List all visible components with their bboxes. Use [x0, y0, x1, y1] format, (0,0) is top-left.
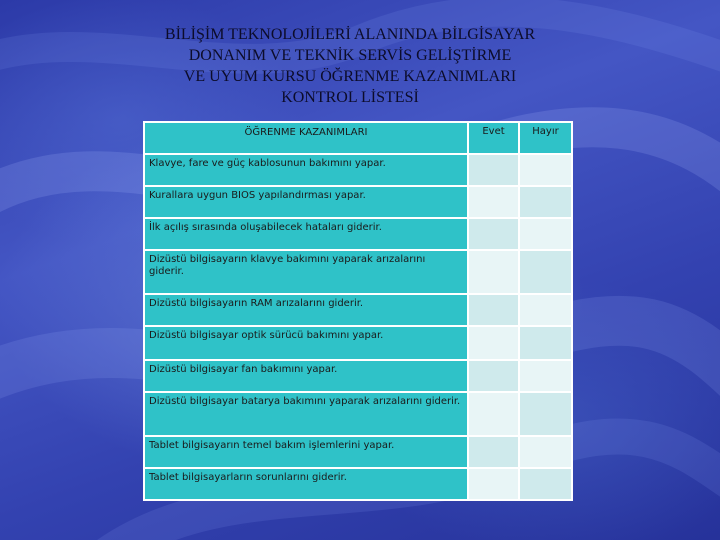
- outcome-cell: Dizüstü bilgisayarın klavye bakımını yaparak arızalarını giderir.: [145, 251, 467, 293]
- table-row: [145, 437, 571, 467]
- yes-check-cell[interactable]: [469, 295, 518, 325]
- table-header-row: [145, 123, 571, 153]
- no-header: Hayır: [520, 123, 571, 153]
- outcome-cell: Dizüstü bilgisayar batarya bakımını yaparak arızalarını giderir.: [145, 393, 467, 435]
- table-row: [145, 393, 571, 435]
- table-row: [145, 327, 571, 359]
- yes-check-cell[interactable]: [469, 469, 518, 499]
- no-check-cell[interactable]: [520, 155, 571, 185]
- yes-check-cell[interactable]: [469, 393, 518, 435]
- yes-check-cell[interactable]: [469, 155, 518, 185]
- outcome-cell: Dizüstü bilgisayar optik sürücü bakımını yapar.: [145, 327, 467, 359]
- outcome-cell: Tablet bilgisayarların sorunlarını giderir.: [145, 469, 467, 499]
- table-row: [145, 155, 571, 185]
- table-row: [145, 469, 571, 499]
- table-row: [145, 219, 571, 249]
- no-check-cell[interactable]: [520, 393, 571, 435]
- title-line: KONTROL LİSTESİ: [281, 89, 419, 106]
- page-title: [100, 24, 600, 108]
- outcome-cell: İlk açılış sırasında oluşabilecek hataları giderir.: [145, 219, 467, 249]
- no-check-cell[interactable]: [520, 187, 571, 217]
- outcome-cell: Kurallara uygun BIOS yapılandırması yapar.: [145, 187, 467, 217]
- title-line: DONANIM VE TEKNİK SERVİS GELİŞTİRME: [188, 47, 512, 64]
- yes-check-cell[interactable]: [469, 219, 518, 249]
- outcome-cell: Dizüstü bilgisayar fan bakımını yapar.: [145, 361, 467, 391]
- outcome-cell: Klavye, fare ve güç kablosunun bakımını yapar.: [145, 155, 467, 185]
- table-row: [145, 361, 571, 391]
- yes-check-cell[interactable]: [469, 361, 518, 391]
- no-check-cell[interactable]: [520, 437, 571, 467]
- title-line: VE UYUM KURSU ÖĞRENME KAZANIMLARI: [183, 68, 517, 85]
- table-row: [145, 187, 571, 217]
- checklist-table: [143, 121, 573, 501]
- table-row: [145, 251, 571, 293]
- outcome-cell: Dizüstü bilgisayarın RAM arızalarını giderir.: [145, 295, 467, 325]
- no-check-cell[interactable]: [520, 469, 571, 499]
- outcome-cell: Tablet bilgisayarın temel bakım işlemlerini yapar.: [145, 437, 467, 467]
- no-check-cell[interactable]: [520, 295, 571, 325]
- title-line: BİLİŞİM TEKNOLOJİLERİ ALANINDA BİLGİSAYAR: [164, 26, 536, 43]
- no-check-cell[interactable]: [520, 251, 571, 293]
- yes-header: Evet: [469, 123, 518, 153]
- outcomes-header: ÖĞRENME KAZANIMLARI: [145, 123, 467, 153]
- yes-check-cell[interactable]: [469, 437, 518, 467]
- no-check-cell[interactable]: [520, 361, 571, 391]
- table-row: [145, 295, 571, 325]
- no-check-cell[interactable]: [520, 327, 571, 359]
- yes-check-cell[interactable]: [469, 327, 518, 359]
- yes-check-cell[interactable]: [469, 251, 518, 293]
- yes-check-cell[interactable]: [469, 187, 518, 217]
- no-check-cell[interactable]: [520, 219, 571, 249]
